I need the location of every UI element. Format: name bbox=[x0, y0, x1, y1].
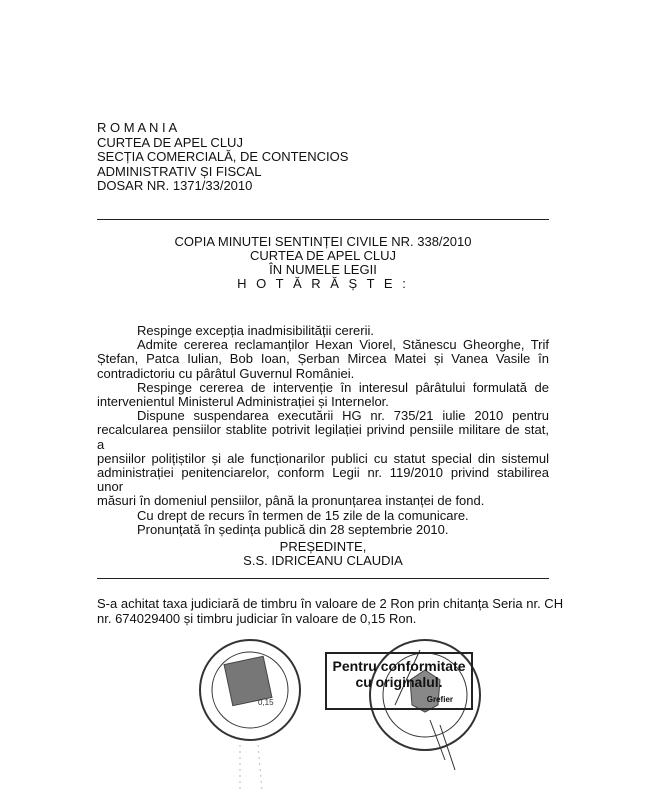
conformity-line: Pentru conformitate bbox=[332, 658, 466, 674]
tax-line: nr. 674029400 și timbru judiciar în valoare de 0,15 Ron. bbox=[97, 610, 417, 626]
clerk-label: Grefier bbox=[426, 695, 453, 704]
signature-name: S.S. IDRICEANU CLAUDIA bbox=[243, 553, 403, 568]
header-country: R O M A N I A bbox=[97, 120, 178, 135]
paragraph-line: Respinge cererea de intervenție în interesul pârâtului formulată de bbox=[137, 379, 549, 395]
signature-role: PREȘEDINTE, bbox=[279, 539, 367, 554]
left-seal-icon bbox=[200, 640, 300, 740]
header-section-cont: ADMINISTRATIV ȘI FISCAL bbox=[97, 163, 262, 179]
paragraph-line: administrației penitenciarelor, conform Legii nr. 119/2010 privind stabilirea unor bbox=[97, 465, 549, 495]
paragraph-line: Cu drept de recurs în termen de 15 zile de la comunicare. bbox=[137, 507, 469, 523]
title-line: COPIA MINUTEI SENTINȚEI CIVILE NR. 338/2010 bbox=[174, 234, 472, 249]
paragraph-line: pensiilor polițiștilor și ale funcționarilor publici cu statut special din sistemul bbox=[97, 450, 549, 466]
paragraph-line: Dispune suspendarea executării HG nr. 735/21 iulie 2010 pentru bbox=[137, 408, 549, 424]
paragraph-line: Admite cererea reclamanților Hexan Viorel, Stănescu Gheorghe, Trif bbox=[137, 337, 549, 353]
tax-line: S-a achitat taxa judiciară de timbru în valoare de 2 Ron prin chitanța Seria nr. CH bbox=[97, 596, 564, 611]
scan-noise bbox=[240, 745, 262, 790]
paragraph-line: Ștefan, Patca Iulian, Bob Ioan, Șerban Mircea Matei și Vanea Vasile în bbox=[97, 351, 549, 367]
paragraph-line: contradictoriu cu pârâtul Guvernul României. bbox=[97, 365, 355, 381]
paragraph-line: Pronunțată în ședința publică din 28 septembrie 2010. bbox=[137, 521, 449, 537]
title-court: CURTEA DE APEL CLUJ bbox=[250, 248, 396, 263]
title-decides: H O T Ă R Ă Ș T E : bbox=[237, 276, 409, 291]
conformity-stamp bbox=[325, 652, 473, 710]
paragraph-line: Respinge excepția inadmisibilității cererii. bbox=[137, 323, 374, 338]
conformity-text bbox=[327, 658, 471, 690]
paragraph-line: intervenientul Ministerul Administrației și Internelor. bbox=[97, 394, 389, 410]
header-section: SECȚIA COMERCIALĂ, DE CONTENCIOS bbox=[97, 149, 349, 164]
header-court: CURTEA DE APEL CLUJ bbox=[97, 134, 243, 150]
paragraph-line: măsuri în domeniul pensiilor, până la pronunțarea instanței de fond. bbox=[97, 493, 485, 509]
conformity-line: cu originalul. bbox=[355, 674, 443, 690]
header-file-number: DOSAR NR. 1371/33/2010 bbox=[97, 178, 253, 193]
title-formula: ÎN NUMELE LEGII bbox=[269, 262, 377, 277]
paragraph-line: recalcularea pensiilor stablite potrivit legilației privind pensiile militare de stat, a bbox=[97, 422, 549, 452]
stamp-value: 0,15 bbox=[258, 698, 274, 707]
